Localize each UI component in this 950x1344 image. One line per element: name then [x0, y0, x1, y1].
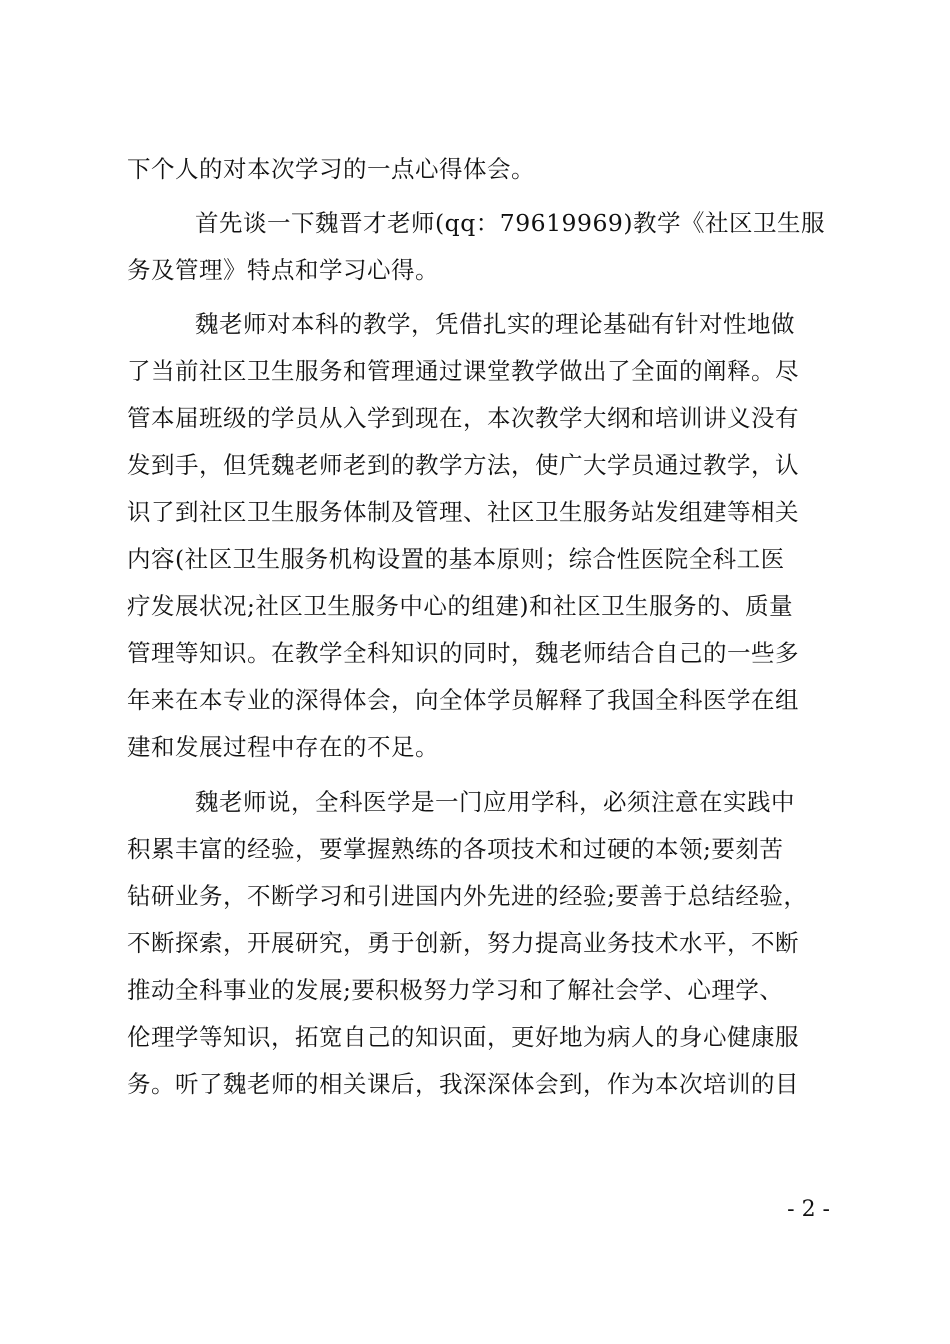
paragraph-line: 管理等知识。在教学全科知识的同时，魏老师结合自己的一些多 [127, 639, 799, 667]
paragraph-line: 务及管理》特点和学习心得。 [127, 256, 439, 284]
paragraph-line: 识了到社区卫生服务体制及管理、社区卫生服务站发组建等相关 [127, 498, 799, 526]
paragraph-line: 务。听了魏老师的相关课后，我深深体会到，作为本次培训的目 [127, 1070, 799, 1098]
paragraph-line: 年来在本专业的深得体会，向全体学员解释了我国全科医学在组 [127, 686, 799, 714]
paragraph-line: 魏老师说，全科医学是一门应用学科，必须注意在实践中 [195, 788, 795, 816]
paragraph-line: 伦理学等知识，拓宽自己的知识面，更好地为病人的身心健康服 [127, 1023, 799, 1051]
page-number: - 2 - [787, 1197, 830, 1222]
paragraph-line: 内容(社区卫生服务机构设置的基本原则；综合性医院全科工医 [127, 545, 785, 573]
paragraph-line: 推动全科事业的发展;要积极努力学习和了解社会学、心理学、 [127, 976, 784, 1004]
paragraph-line: 下个人的对本次学习的一点心得体会。 [127, 155, 535, 183]
paragraph-line: 管本届班级的学员从入学到现在，本次教学大纲和培训讲义没有 [127, 404, 799, 432]
paragraph-line: 了当前社区卫生服务和管理通过课堂教学做出了全面的阐释。尽 [127, 357, 799, 385]
paragraph-line: 首先谈一下魏晋才老师(qq：79619969)教学《社区卫生服 [195, 209, 826, 237]
paragraph-line: 建和发展过程中存在的不足。 [127, 733, 439, 761]
paragraph-line: 魏老师对本科的教学，凭借扎实的理论基础有针对性地做 [195, 310, 795, 338]
paragraph-line: 不断探索，开展研究，勇于创新，努力提高业务技术水平，不断 [127, 929, 799, 957]
paragraph-line: 疗发展状况;社区卫生服务中心的组建)和社区卫生服务的、质量 [127, 592, 794, 620]
paragraph-line: 积累丰富的经验，要掌握熟练的各项技术和过硬的本领;要刻苦 [127, 835, 784, 863]
paragraph-line: 钻研业务，不断学习和引进国内外先进的经验;要善于总结经验， [127, 882, 808, 910]
paragraph-line: 发到手，但凭魏老师老到的教学方法，使广大学员通过教学，认 [127, 451, 799, 479]
